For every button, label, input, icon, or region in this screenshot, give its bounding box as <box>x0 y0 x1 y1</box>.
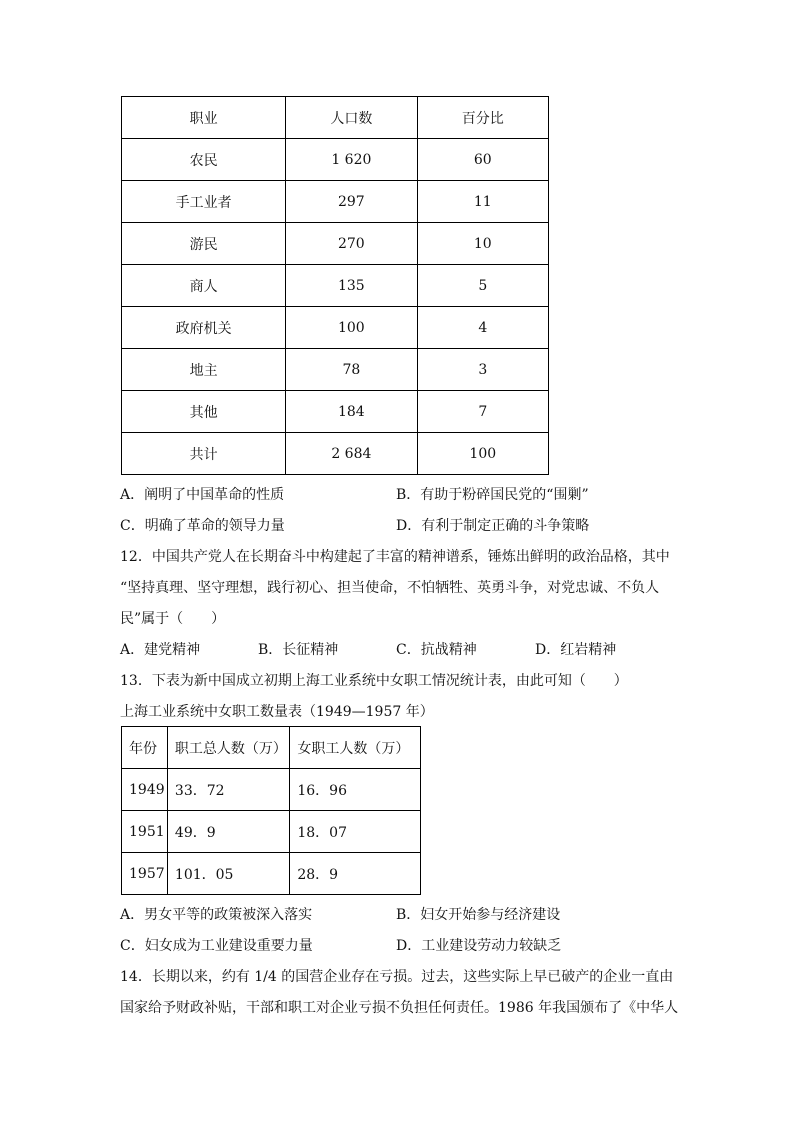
table-row <box>122 391 549 433</box>
table-row <box>122 433 549 475</box>
table-cell: 3 <box>417 349 548 391</box>
q11-option-b: B．有助于粉碎国民党的“围剿” <box>396 487 589 503</box>
q12-option-c: C．抗战精神 <box>396 642 477 658</box>
table-cell: 78 <box>286 349 417 391</box>
q13-option-a: A．男女平等的政策被深入落实 <box>120 907 313 923</box>
table-cell: 100 <box>417 433 548 475</box>
table-cell: 28．9 <box>290 853 421 895</box>
q13-option-d: D．工业建设劳动力较缺乏 <box>396 938 562 954</box>
table-cell: 60 <box>417 139 548 181</box>
table-cell: 270 <box>286 223 417 265</box>
table-cell: 农民 <box>122 139 286 181</box>
table-header-cell: 女职工人数（万） <box>290 727 421 769</box>
q13-option-c: C．妇女成为工业建设重要力量 <box>120 938 313 954</box>
table-cell: 297 <box>286 181 417 223</box>
table-header-cell: 年份 <box>122 727 168 769</box>
table-cell: 1 620 <box>286 139 417 181</box>
table-cell: 18．07 <box>290 811 421 853</box>
table-row <box>122 223 549 265</box>
table-cell: 手工业者 <box>122 181 286 223</box>
table-cell: 101．05 <box>167 853 289 895</box>
table-cell: 184 <box>286 391 417 433</box>
q13-option-b: B．妇女开始参与经济建设 <box>396 907 561 923</box>
table-cell: 135 <box>286 265 417 307</box>
table-cell: 商人 <box>122 265 286 307</box>
table-header-cell: 人口数 <box>286 97 417 139</box>
table-cell: 10 <box>417 223 548 265</box>
table-row <box>122 349 549 391</box>
table-cell: 49．9 <box>167 811 289 853</box>
table-cell: 政府机关 <box>122 307 286 349</box>
table-cell: 5 <box>417 265 548 307</box>
table-cell: 游民 <box>122 223 286 265</box>
q11-option-a: A．阐明了中国革命的性质 <box>120 487 285 503</box>
q14-stem-line1: 14．长期以来，约有 1/4 的国营企业存在亏损。过去，这些实际上早已破产的企业一直由 <box>120 969 674 985</box>
table-row <box>122 811 421 853</box>
q12-option-a: A．建党精神 <box>120 642 201 658</box>
table-cell: 1957 <box>122 853 168 895</box>
table-row <box>122 265 549 307</box>
table-cell: 100 <box>286 307 417 349</box>
table-row <box>122 769 421 811</box>
table-cell: 33．72 <box>167 769 289 811</box>
table-cell: 地主 <box>122 349 286 391</box>
q13-stem: 13．下表为新中国成立初期上海工业系统中女职工情况统计表，由此可知（ ） <box>120 673 628 689</box>
table-row <box>122 181 549 223</box>
q12-option-b: B．长征精神 <box>258 642 339 658</box>
table-cell: 共计 <box>122 433 286 475</box>
table-row <box>122 139 549 181</box>
q12-stem-line3: 民”属于（ ） <box>120 611 226 627</box>
q14-stem-line2: 国家给予财政补贴，干部和职工对企业亏损不负担任何责任。1986 年我国颁布了《中华人 <box>120 1000 679 1016</box>
table-header-row <box>122 97 549 139</box>
q12-option-d: D．红岩精神 <box>535 642 617 658</box>
q12-stem-line2: “坚持真理、坚守理想，践行初心、担当使命，不怕牺牲、英勇斗争，对党忠诚、不负人 <box>120 580 660 596</box>
table-header-cell: 百分比 <box>417 97 548 139</box>
table-cell: 其他 <box>122 391 286 433</box>
table-cell: 1951 <box>122 811 168 853</box>
table-row <box>122 307 549 349</box>
q12-stem-line1: 12．中国共产党人在长期奋斗中构建起了丰富的精神谱系，锤炼出鲜明的政治品格，其中 <box>120 549 670 565</box>
table-cell: 16．96 <box>290 769 421 811</box>
table-header-row <box>122 727 421 769</box>
table-cell: 7 <box>417 391 548 433</box>
q11-option-d: D．有利于制定正确的斗争策略 <box>396 518 590 534</box>
table-header-cell: 职工总人数（万） <box>167 727 289 769</box>
q11-option-c: C．明确了革命的领导力量 <box>120 518 285 534</box>
q13-table-caption: 上海工业系统中女职工数量表（1949—1957 年） <box>120 704 434 720</box>
female-workers-table <box>121 726 421 895</box>
table-cell: 2 684 <box>286 433 417 475</box>
table-header-cell: 职业 <box>122 97 286 139</box>
table-row <box>122 853 421 895</box>
table-cell: 1949 <box>122 769 168 811</box>
occupation-population-table <box>121 96 549 475</box>
table-cell: 4 <box>417 307 548 349</box>
table-cell: 11 <box>417 181 548 223</box>
